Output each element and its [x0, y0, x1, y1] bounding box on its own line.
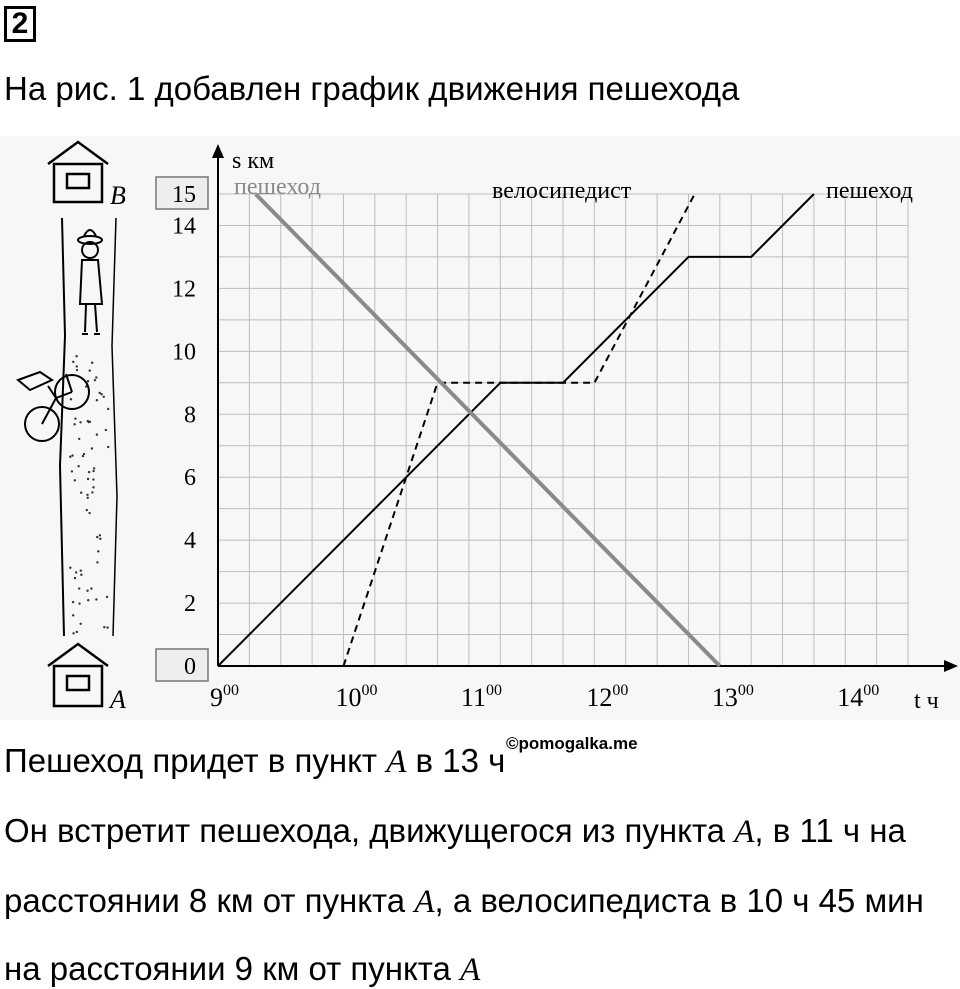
road-scene [0, 136, 960, 720]
series-label-dashed: велосипедист [492, 178, 632, 204]
answer-line-3-tail: , а велосипедиста в 10 ч 45 мин [434, 882, 924, 919]
answer-line-2-text: Он встретит пешехода, движущегося из пункта [4, 812, 735, 849]
road-dot [76, 631, 78, 633]
y-tick-highlight-box [156, 649, 208, 681]
motion-graph-figure [0, 136, 960, 720]
road-dot [80, 569, 82, 571]
point-b-label: B [110, 181, 126, 210]
road-dot [87, 497, 89, 499]
answer-line-1-text: Пешеход придет в пункт [4, 742, 387, 779]
road-dot [86, 509, 88, 511]
answer-line-3 [4, 882, 924, 921]
road-dot [78, 438, 80, 440]
road-dot [99, 538, 101, 540]
road-dot [107, 446, 109, 448]
road-dot [77, 465, 79, 467]
y-tick-label: 2 [184, 591, 196, 618]
answer-line-4-text: на расстоянии 9 км от пункта [4, 950, 461, 987]
road-dot [106, 626, 108, 628]
road-dot [72, 614, 74, 616]
road-dot [76, 365, 78, 367]
road-dot [92, 486, 94, 488]
answer-line-1 [4, 742, 505, 781]
road-dot [87, 599, 89, 601]
answer-line-4-point: A [460, 952, 481, 988]
road-dot [96, 561, 98, 563]
x-axis-label: t ч [914, 688, 939, 714]
answer-line-2 [4, 812, 906, 851]
road-dot [78, 587, 80, 589]
road-dot [106, 596, 108, 598]
road-dot [96, 399, 98, 401]
road-dot [70, 398, 72, 400]
road-dot [91, 447, 93, 449]
road-dot [88, 421, 90, 423]
road-dot [103, 396, 105, 398]
road-dot [92, 470, 94, 472]
y-tick-label: 6 [184, 465, 196, 492]
point-a-label: A [110, 685, 126, 714]
y-tick-label: 8 [184, 402, 196, 429]
road-dot [80, 574, 82, 576]
road-dot [71, 470, 73, 472]
road-dot [79, 421, 81, 423]
road-dot [95, 376, 97, 378]
road-dot [94, 379, 96, 381]
road-dot [71, 454, 73, 456]
road-dot [75, 355, 77, 357]
road-dot [97, 550, 99, 552]
road-dot [91, 362, 93, 364]
road-dot [69, 567, 71, 569]
road-dot [86, 494, 88, 496]
answer-line-3-point: A [414, 884, 435, 920]
x-tick-label: $10^{00}$ [335, 682, 378, 712]
y-tick-label: 4 [184, 528, 196, 555]
road-dot [79, 623, 81, 625]
road-dot [86, 590, 88, 592]
series-label-solid: пешеход [826, 178, 913, 204]
answer-line-2-point: A [734, 814, 755, 850]
road-dot [103, 626, 105, 628]
road-dot [75, 571, 77, 573]
answer-line-1-tail: в 13 ч [406, 742, 506, 779]
road-dot [88, 512, 90, 514]
answer-line-2-tail: , в 11 ч на [754, 812, 906, 849]
road-dot [73, 423, 75, 425]
road-dot [89, 369, 91, 371]
figure-background [0, 136, 960, 720]
road-dot [96, 536, 98, 538]
road-dot [72, 361, 74, 363]
road-dot [72, 601, 74, 603]
y-tick-label: 0 [184, 654, 196, 680]
road-dot [76, 369, 78, 371]
road-dot [93, 467, 95, 469]
road-dot [87, 478, 89, 480]
road-dot [100, 393, 102, 395]
y-tick-label: 12 [172, 276, 196, 303]
x-tick-label: $12^{00}$ [586, 682, 629, 712]
road-dot [78, 602, 80, 604]
road-dot [105, 429, 107, 431]
x-tick-label: $11^{00}$ [460, 682, 502, 712]
y-tick-label: 15 [172, 182, 196, 208]
heading: На рис. 1 добавлен график движения пешехода [4, 70, 740, 107]
answer-line-3-text: расстоянии 8 км от пункта [4, 882, 415, 919]
road-dot [74, 417, 76, 419]
y-axis-label: s км [232, 148, 275, 174]
road-dot [96, 433, 98, 435]
road-dot [91, 491, 93, 493]
road-dot [83, 453, 85, 455]
road-dot [87, 380, 89, 382]
road-dot [92, 478, 94, 480]
watermark: ©pomogalka.me [506, 734, 638, 753]
x-tick-label: $13^{00}$ [711, 682, 754, 712]
answer-line-1-point: A [386, 744, 407, 780]
y-tick-label: 14 [172, 213, 196, 240]
road-dot [90, 587, 92, 589]
series-label-gray: пешеход [234, 174, 321, 200]
road-dot [95, 598, 97, 600]
road-dot [82, 455, 84, 457]
road-dot [88, 471, 90, 473]
x-tick-label: $9^{00}$ [210, 682, 239, 712]
road-dot [80, 492, 82, 494]
road-dot [99, 534, 101, 536]
road-dot [107, 408, 109, 410]
task-number: 2 [4, 6, 36, 42]
x-tick-label: $14^{00}$ [837, 682, 880, 712]
road-dot [74, 577, 76, 579]
road-dot [74, 479, 76, 481]
road-dot [72, 632, 74, 634]
road-dot [69, 456, 71, 458]
answer-line-4 [4, 950, 480, 989]
y-tick-label: 10 [172, 339, 196, 366]
